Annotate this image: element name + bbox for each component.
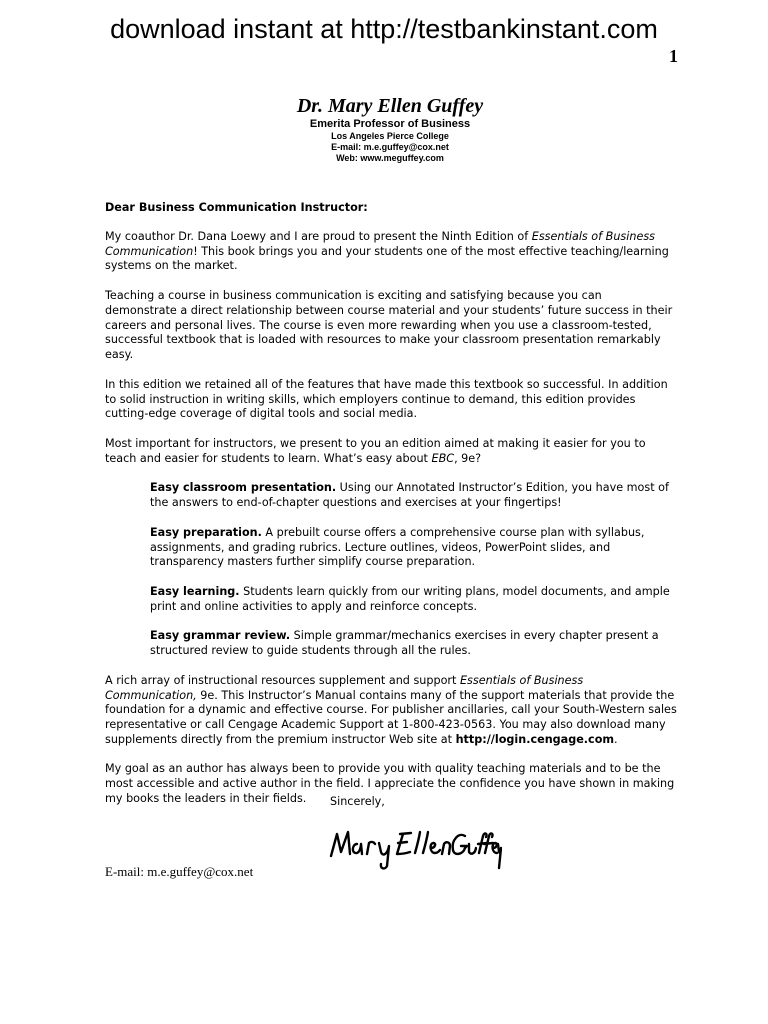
salutation: Dear Business Communication Instructor: [105,201,368,214]
paragraph-text: My coauthor Dr. Dana Loewy and I are proud to present the Ninth Edition of [105,229,532,243]
paragraph-edition: In this edition we retained all of the features that have made this textbook so successful. In addition to solid instruction in writing skills, which employers continue to demand, this edition provides cutting-edge coverage of digital tools and social media. [105,377,668,421]
paragraph-text: . [614,732,618,746]
author-email: E-mail: m.e.guffey@cox.net [331,142,449,152]
cengage-link[interactable]: http://login.cengage.com [455,732,615,746]
list-item [150,629,677,659]
book-abbrev: EBC [431,451,455,465]
paragraph-instructors [105,437,677,467]
list-item [150,481,677,511]
paragraph-text: , 9e? [454,451,482,465]
footer-email: E-mail: m.e.guffey@cox.net [105,864,254,879]
item-text: Simple grammar/mechanics exercises in every chapter present a structured review to guide students through all the rules. [150,629,659,658]
item-lead: Easy grammar review. [150,629,291,643]
paragraph-goal: My goal as an author has always been to provide you with quality teaching materials and to be the most accessible and active author in the field. I appreciate the confidence you have shown in making my books the leaders in their fields. [105,762,675,806]
download-banner: download instant at http://testbankinstant.com [110,14,658,44]
item-text: Students learn quickly from our writing plans, model documents, and ample print and online activities to apply and reinforce concepts. [150,584,670,613]
letter-body [105,201,677,822]
book-title: Essentials of Business Communication [105,229,655,258]
author-web: Web: www.meguffey.com [336,153,444,163]
paragraph-text: A rich array of instructional resources supplement and support [105,673,460,687]
item-text: Using our Annotated Instructor’s Edition, you have most of the answers to end-of-chapter questions and exercises at your fingertips! [150,481,669,510]
letterhead [0,94,768,164]
book-title: Essentials of Business Communication, [105,673,584,702]
page-number: 1 [669,46,678,66]
list-item [150,526,677,570]
paragraph-resources [105,674,677,748]
signature-image [327,826,502,872]
paragraph-text: ! This book brings you and your students one of the most effective teaching/learning systems on the market. [105,244,669,273]
item-lead: Easy preparation. [150,525,262,539]
paragraph-intro [105,230,677,274]
item-lead: Easy learning. [150,584,240,598]
item-text: A prebuilt course offers a comprehensive course plan with syllabus, assignments, and grading rubrics. Lecture outlines, videos, PowerPoint slides, and transparency masters further simplify course preparation. [150,525,645,569]
author-college: Los Angeles Pierce College [331,131,449,141]
author-name: Dr. Mary Ellen Guffey [296,95,484,117]
list-item [150,585,677,615]
paragraph-text: Most important for instructors, we present to you an edition aimed at making it easier for you to teach and easier for students to learn. What’s easy about [105,436,646,465]
closing: Sincerely, [330,795,385,808]
paragraph-teaching: Teaching a course in business communication is exciting and satisfying because you can demonstrate a direct relationship between course material and your students’ future success in their careers and personal lives. The course is even more rewarding when you use a classroom-tested, successful textbook that is loaded with resources to make your classroom presentation remarkably easy. [105,288,673,362]
author-title: Emerita Professor of Business [309,118,471,130]
paragraph-text: 9e. This Instructor’s Manual contains many of the support materials that provide the foundation for a dynamic and effective course. For publisher ancillaries, call your South-Western sales representative or call Cengage Academic Support at 1-800-423-0563. You may also download many supplements directly from the premium instructor Web site at [105,688,677,746]
item-lead: Easy classroom presentation. [150,481,337,495]
